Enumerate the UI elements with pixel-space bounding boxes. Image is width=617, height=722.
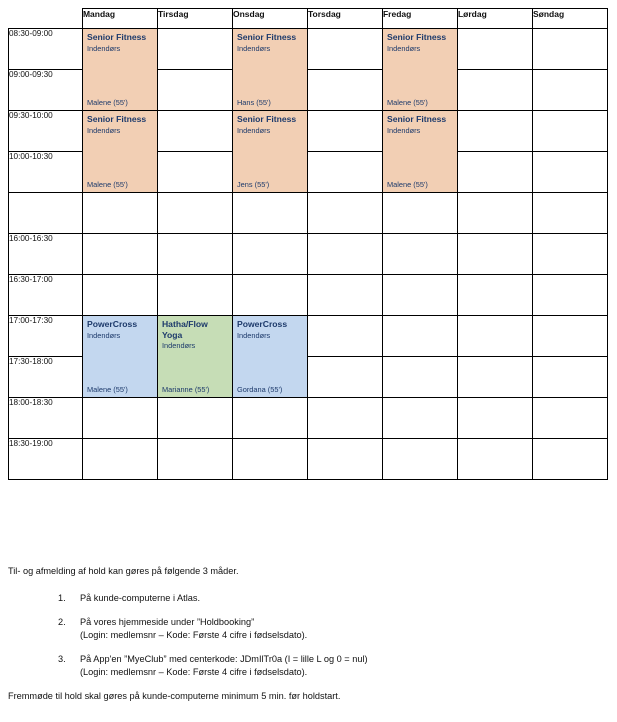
- empty-cell: [307, 111, 382, 152]
- day-header-fredag: Fredag: [382, 9, 457, 29]
- header-row: [9, 9, 608, 29]
- empty-cell: [232, 234, 307, 275]
- empty-cell: [382, 193, 457, 234]
- day-header-mandag: Mandag: [82, 9, 157, 29]
- list-item-subtext: (Login: medlemsnr – Kode: Første 4 cifre i fødselsdato).: [80, 667, 308, 677]
- empty-cell: [82, 398, 157, 439]
- time-slot-label: 10:00-10:30: [9, 152, 83, 193]
- instructions-lead: Til- og afmelding af hold kan gøres på følgende 3 måder.: [8, 566, 239, 576]
- list-item: [58, 616, 608, 642]
- time-slot-label: 09:30-10:00: [9, 111, 83, 152]
- empty-cell: [232, 398, 307, 439]
- time-slot-label: 16:30-17:00: [9, 275, 83, 316]
- empty-cell: [532, 316, 607, 357]
- table-body: [9, 29, 608, 480]
- table-row: [9, 111, 608, 152]
- empty-cell: [307, 193, 382, 234]
- class-event[interactable]: [233, 29, 307, 110]
- empty-cell: [532, 275, 607, 316]
- table-header: [9, 9, 608, 29]
- empty-cell: [532, 70, 607, 111]
- class-instructor: Hans (55'): [236, 98, 271, 107]
- empty-cell: [382, 275, 457, 316]
- list-item: [58, 653, 608, 679]
- class-cell: [157, 316, 232, 398]
- empty-cell: [82, 439, 157, 480]
- empty-cell: [157, 70, 232, 111]
- list-item: [58, 592, 608, 605]
- class-event[interactable]: [158, 316, 232, 397]
- class-instructor: Malene (55'): [86, 98, 128, 107]
- empty-cell: [307, 357, 382, 398]
- empty-cell: [157, 275, 232, 316]
- class-title: Senior Fitness: [386, 32, 447, 42]
- empty-cell: [382, 357, 457, 398]
- empty-cell: [532, 152, 607, 193]
- day-header-sondag: Søndag: [532, 9, 607, 29]
- empty-cell: [532, 193, 607, 234]
- empty-cell: [157, 439, 232, 480]
- list-item-number: 1.: [58, 593, 66, 603]
- empty-cell: [457, 398, 532, 439]
- class-event[interactable]: [83, 29, 157, 110]
- table-row: [9, 398, 608, 439]
- class-location: Indendørs: [86, 330, 121, 340]
- class-location: Indendørs: [86, 125, 121, 135]
- empty-cell: [382, 316, 457, 357]
- class-location: Indendørs: [161, 341, 196, 350]
- class-event[interactable]: [83, 111, 157, 192]
- time-slot-label: 16:00-16:30: [9, 234, 83, 275]
- empty-cell: [82, 193, 157, 234]
- day-header-tirsdag: Tirsdag: [157, 9, 232, 29]
- class-cell: [232, 29, 307, 111]
- empty-cell: [232, 439, 307, 480]
- empty-cell: [307, 316, 382, 357]
- empty-cell: [307, 275, 382, 316]
- class-location: Indendørs: [386, 43, 421, 53]
- class-cell: [382, 111, 457, 193]
- empty-cell: [532, 29, 607, 70]
- empty-cell: [382, 234, 457, 275]
- class-title: Senior Fitness: [86, 114, 147, 124]
- empty-cell: [532, 398, 607, 439]
- list-item-subtext: (Login: medlemsnr – Kode: Første 4 cifre i fødselsdato).: [80, 630, 308, 640]
- class-instructor: Marianne (55'): [161, 385, 210, 394]
- class-instructor: Malene (55'): [386, 98, 428, 107]
- class-title: Senior Fitness: [236, 32, 297, 42]
- list-item-text: På kunde-computerne i Atlas.: [80, 593, 201, 603]
- table-row: [9, 234, 608, 275]
- empty-cell: [232, 275, 307, 316]
- class-instructor: Jens (55'): [236, 180, 270, 189]
- class-title: Senior Fitness: [236, 114, 297, 124]
- empty-cell: [157, 29, 232, 70]
- class-cell: [382, 29, 457, 111]
- empty-cell: [532, 439, 607, 480]
- empty-cell: [457, 316, 532, 357]
- class-location: Indendørs: [236, 43, 271, 53]
- class-instructor: Malene (55'): [86, 385, 128, 394]
- empty-cell: [157, 234, 232, 275]
- class-event[interactable]: [233, 111, 307, 192]
- time-slot-label: [9, 193, 83, 234]
- class-event[interactable]: [383, 111, 457, 192]
- empty-cell: [307, 152, 382, 193]
- corner-cell: [9, 9, 83, 29]
- class-title: PowerCross: [86, 319, 138, 329]
- class-cell: [82, 111, 157, 193]
- empty-cell: [157, 398, 232, 439]
- class-event[interactable]: [83, 316, 157, 397]
- empty-cell: [232, 193, 307, 234]
- empty-cell: [157, 111, 232, 152]
- class-location: Indendørs: [236, 330, 271, 340]
- empty-cell: [457, 234, 532, 275]
- class-title: Hatha/Flow Yoga: [161, 319, 208, 340]
- class-schedule-table: [8, 8, 608, 480]
- empty-cell: [307, 29, 382, 70]
- class-cell: [82, 316, 157, 398]
- table-row: [9, 316, 608, 357]
- time-slot-label: 18:30-19:00: [9, 439, 83, 480]
- class-title: Senior Fitness: [386, 114, 447, 124]
- list-item-number: 3.: [58, 654, 66, 664]
- class-event[interactable]: [383, 29, 457, 110]
- class-location: Indendørs: [236, 125, 271, 135]
- list-item-number: 2.: [58, 617, 66, 627]
- time-slot-label: 08:30-09:00: [9, 29, 83, 70]
- list-item-text: På vores hjemmeside under ”Holdbooking”: [80, 617, 255, 627]
- class-instructor: Gordana (55'): [236, 385, 283, 394]
- empty-cell: [457, 275, 532, 316]
- empty-cell: [382, 439, 457, 480]
- empty-cell: [532, 234, 607, 275]
- table-row: [9, 275, 608, 316]
- class-cell: [232, 111, 307, 193]
- table-row: [9, 193, 608, 234]
- class-location: Indendørs: [86, 43, 121, 53]
- class-location: Indendørs: [386, 125, 421, 135]
- empty-cell: [307, 70, 382, 111]
- empty-cell: [532, 357, 607, 398]
- class-title: PowerCross: [236, 319, 288, 329]
- day-header-torsdag: Torsdag: [307, 9, 382, 29]
- empty-cell: [457, 70, 532, 111]
- empty-cell: [532, 111, 607, 152]
- time-slot-label: 09:00-09:30: [9, 70, 83, 111]
- class-instructor: Malene (55'): [86, 180, 128, 189]
- class-instructor: Malene (55'): [386, 180, 428, 189]
- empty-cell: [157, 193, 232, 234]
- empty-cell: [307, 439, 382, 480]
- time-slot-label: 18:00-18:30: [9, 398, 83, 439]
- empty-cell: [457, 111, 532, 152]
- class-event[interactable]: [233, 316, 307, 397]
- empty-cell: [457, 29, 532, 70]
- booking-instructions: [8, 565, 608, 703]
- empty-cell: [382, 398, 457, 439]
- day-header-onsdag: Onsdag: [232, 9, 307, 29]
- instructions-footer: Fremmøde til hold skal gøres på kunde-computerne minimum 5 min. før holdstart.: [8, 691, 341, 701]
- table-row: [9, 29, 608, 70]
- empty-cell: [457, 357, 532, 398]
- empty-cell: [307, 398, 382, 439]
- class-title: Senior Fitness: [86, 32, 147, 42]
- empty-cell: [457, 439, 532, 480]
- empty-cell: [82, 275, 157, 316]
- class-cell: [232, 316, 307, 398]
- day-header-lordag: Lørdag: [457, 9, 532, 29]
- time-slot-label: 17:00-17:30: [9, 316, 83, 357]
- list-item-text: På App'en ”MyeClub” med centerkode: JDmIlTr0a (I = lille L og 0 = nul): [80, 654, 368, 664]
- instructions-list: [8, 592, 608, 679]
- empty-cell: [307, 234, 382, 275]
- time-slot-label: 17:30-18:00: [9, 357, 83, 398]
- table-row: [9, 439, 608, 480]
- empty-cell: [157, 152, 232, 193]
- empty-cell: [82, 234, 157, 275]
- empty-cell: [457, 152, 532, 193]
- empty-cell: [457, 193, 532, 234]
- class-cell: [82, 29, 157, 111]
